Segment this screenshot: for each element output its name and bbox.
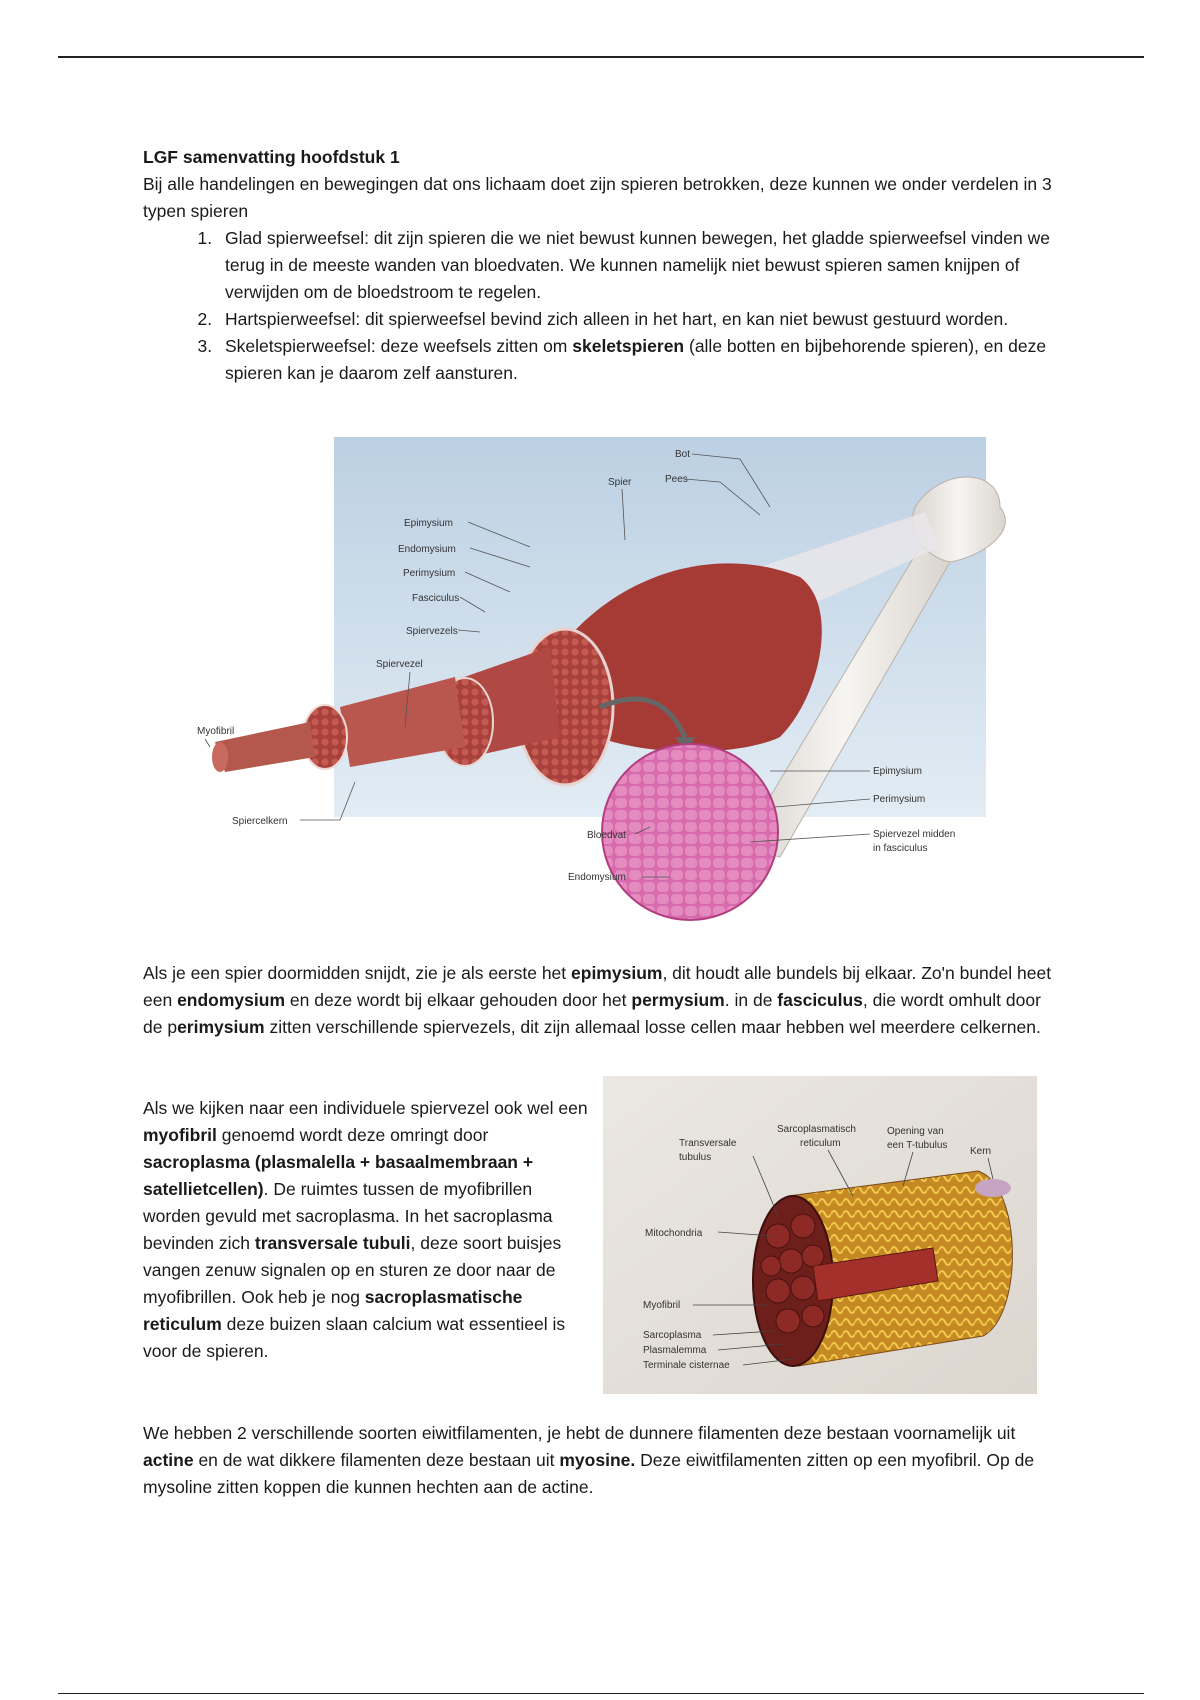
label-bloedvat: Bloedvat bbox=[587, 830, 626, 841]
muscle-anatomy-figure bbox=[180, 437, 1020, 945]
label-een-t-tubulus: een T-tubulus bbox=[887, 1140, 948, 1151]
label-tubulus: tubulus bbox=[679, 1152, 712, 1163]
label-endomysium: Endomysium bbox=[398, 544, 456, 555]
label-perimysium-histo: Perimysium bbox=[873, 794, 926, 805]
paragraph-spier-doorsnede: Als je een spier doormidden snijdt, zie je als eerste het epimysium, dit houdt alle bundels bij elkaar. Zo'n bundel heet een endomysium en deze wordt bij elkaar gehouden door het permysium. in de fasciculus, die wordt omhult door de perimysium zitten verschillende spiervezels, dit zijn allemaal losse cellen maar hebben wel meerdere celkernen. bbox=[143, 963, 1052, 1037]
label-terminale-cisternae: Terminale cisternae bbox=[643, 1360, 730, 1371]
list-item: 3. Skeletspierweefsel: deze weefsels zitten om skeletspieren (alle botten en bijbehorende spieren), en deze spieren kan je daarom zelf aansturen. bbox=[217, 333, 1063, 387]
label-spier: Spier bbox=[608, 477, 632, 488]
list-item: 1. Glad spierweefsel: dit zijn spieren die we niet bewust kunnen bewegen, het gladde spierweefsel vinden we terug in de meeste wanden van bloedvaten. We kunnen namelijk niet bewust spieren samen knijpen of verwijden om de bloedstroom te regelen. bbox=[217, 225, 1063, 306]
paragraph-eiwitfilamenten: We hebben 2 verschillende soorten eiwitfilamenten, je hebt de dunnere filamenten deze bestaan voornamelijk uit actine en de wat dikkere filamenten deze bestaan uit myosine. Deze eiwitfilamenten zitten op een myofibril. Op de mysoline zitten koppen die kunnen hechten aan de actine. bbox=[143, 1423, 1035, 1497]
label-spiervezel: Spiervezel bbox=[376, 659, 423, 670]
label-reticulum: reticulum bbox=[800, 1138, 841, 1149]
label-spiervezel-midden: Spiervezel midden bbox=[873, 829, 956, 840]
bottom-rule bbox=[58, 1693, 1144, 1694]
top-rule bbox=[58, 56, 1144, 58]
label-epimysium: Epimysium bbox=[404, 518, 453, 529]
label-spiervezels: Spiervezels bbox=[406, 626, 458, 637]
label-fasciculus: Fasciculus bbox=[412, 593, 460, 604]
label-mitochondria: Mitochondria bbox=[645, 1228, 703, 1239]
label-perimysium: Perimysium bbox=[403, 568, 456, 579]
label-opening-van: Opening van bbox=[887, 1126, 944, 1137]
list-item: 2. Hartspierweefsel: dit spierweefsel bevind zich alleen in het hart, en kan niet bewust gestuurd worden. bbox=[217, 306, 1063, 333]
muscle-fiber-figure bbox=[603, 1076, 1037, 1394]
paragraph-spiervezel: Als we kijken naar een individuele spiervezel ook wel een myofibril genoemd wordt deze omringt door sacroplasma (plasmalella + basaalmembraan + satellietcellen). De ruimtes tussen de myofibrillen worden gevuld met sacroplasma. In het sacroplasma bevinden zich transversale tubuli, deze soort buisjes vangen zenuw signalen op en sturen ze door naar de myofibrillen. Ook heb je nog sacroplasmatische reticulum deze buizen slaan calcium wat essentieel is voor de spieren. bbox=[143, 1098, 588, 1361]
label-plasmalemma: Plasmalemma bbox=[643, 1345, 707, 1356]
label-spiercelkern: Spiercelkern bbox=[232, 816, 288, 827]
label-myofibril-2: Myofibril bbox=[643, 1300, 681, 1311]
intro-paragraph: Bij alle handelingen en bewegingen dat ons lichaam doet zijn spieren betrokken, deze kunnen we onder verdelen in 3 typen spieren bbox=[143, 174, 1052, 221]
document-title: LGF samenvatting hoofdstuk 1 bbox=[143, 147, 400, 167]
muscle-types-list bbox=[143, 225, 1063, 387]
label-myofibril: Myofibril bbox=[197, 726, 235, 737]
label-transversale: Transversale bbox=[679, 1138, 737, 1149]
label-epimysium-histo: Epimysium bbox=[873, 766, 922, 777]
label-pees: Pees bbox=[665, 474, 688, 485]
label-in-fasciculus: in fasciculus bbox=[873, 843, 928, 854]
label-bot: Bot bbox=[675, 449, 691, 460]
intro-section bbox=[143, 144, 1063, 387]
label-endomysium-histo: Endomysium bbox=[568, 872, 626, 883]
label-sarcoplasma: Sarcoplasma bbox=[643, 1330, 702, 1341]
label-kern: Kern bbox=[970, 1146, 992, 1157]
label-sarcoplasmatisch: Sarcoplasmatisch bbox=[777, 1124, 856, 1135]
